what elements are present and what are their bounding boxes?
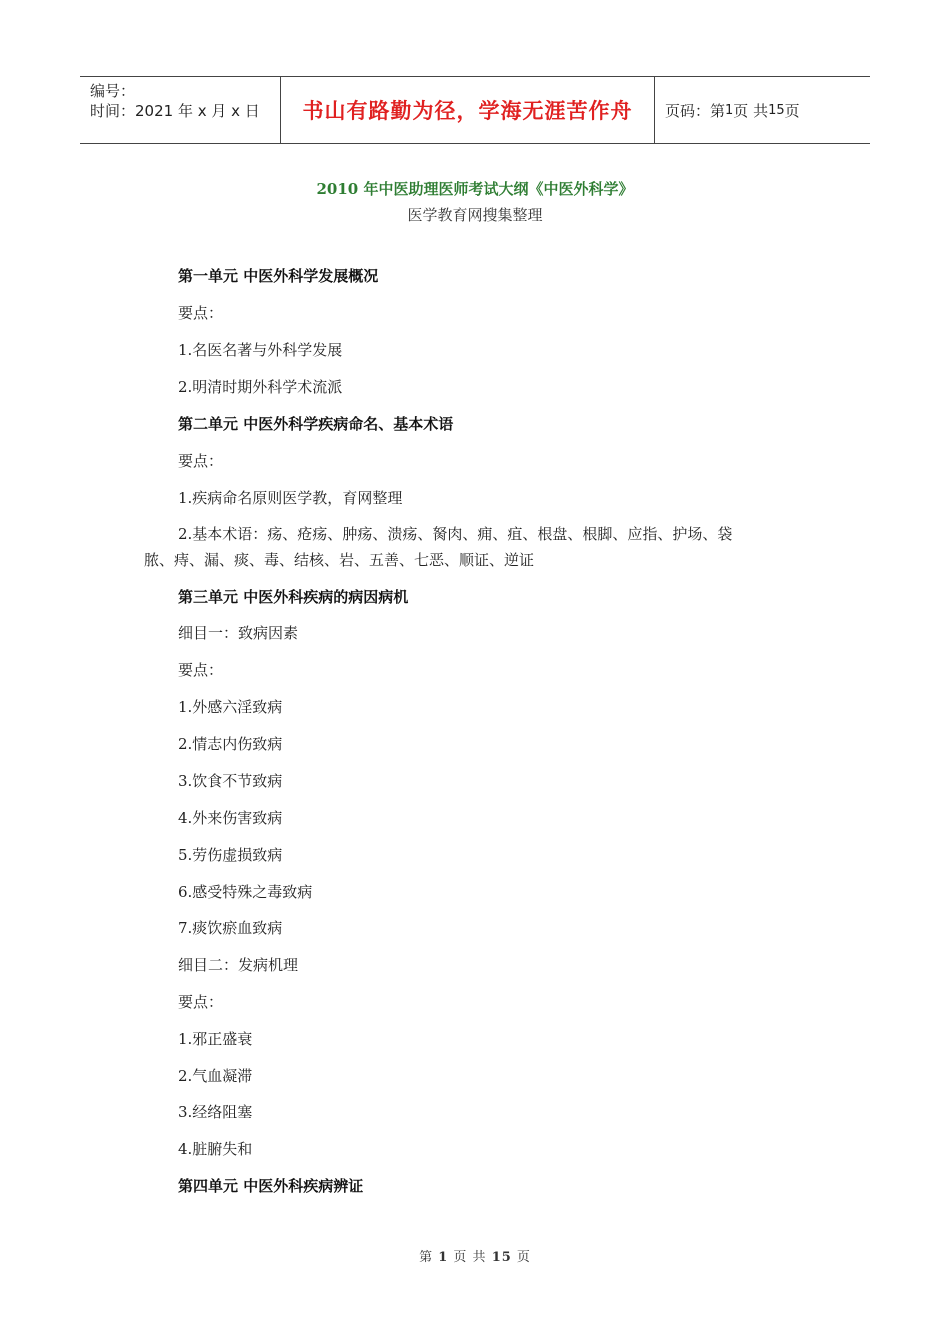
unit-4-heading: 第四单元 中医外科疾病辨证 xyxy=(178,1177,364,1195)
list-item: 2.情志内伤致病 xyxy=(178,735,283,753)
page-prefix: 页码：第 xyxy=(665,101,726,120)
document-title: 2010 年中医助理医师考试大纲《中医外科学》 xyxy=(316,180,634,198)
list-item: 3.饮食不节致病 xyxy=(178,772,283,790)
list-item: 7.痰饮瘀血致病 xyxy=(178,919,283,937)
list-item: 1.邪正盛衰 xyxy=(178,1030,253,1048)
motto-text: 书山有路勤为径，学海无涯苦作舟 xyxy=(302,99,633,123)
list-item: 3.经络阻塞 xyxy=(178,1103,253,1121)
list-item: 2.基本术语：疡、疮疡、肿疡、溃疡、胬肉、痈、疽、根盘、根脚、应指、护场、袋 xyxy=(178,525,733,543)
header-motto-cell xyxy=(281,77,655,143)
list-item: 4.外来伤害致病 xyxy=(178,809,283,827)
subsection-label: 细目二：发病机理 xyxy=(178,956,299,974)
unit-2-heading: 第二单元 中医外科学疾病命名、基本术语 xyxy=(178,415,454,433)
document-number-label: 编号： xyxy=(90,82,136,100)
subsection-label: 细目一：致病因素 xyxy=(178,624,299,642)
header-table xyxy=(80,76,870,144)
key-points-label: 要点： xyxy=(178,993,224,1011)
key-points-label: 要点： xyxy=(178,452,224,470)
footer-page-total: 15 xyxy=(491,1250,512,1265)
header-meta-cell xyxy=(80,77,281,143)
page-total: 15 xyxy=(768,102,785,118)
page-mid: 页 共 xyxy=(733,101,769,120)
footer-page-number: 1 xyxy=(438,1250,449,1265)
footer-prefix: 第 xyxy=(419,1250,434,1265)
list-item: 1.外感六淫致病 xyxy=(178,698,283,716)
key-points-label: 要点： xyxy=(178,661,224,679)
page-number: 1 xyxy=(725,102,734,118)
list-item: 2.明清时期外科学术流派 xyxy=(178,378,343,396)
unit-1-heading: 第一单元 中医外科学发展概况 xyxy=(178,267,379,285)
page-footer xyxy=(0,1246,950,1265)
document-subtitle: 医学教育网搜集整理 xyxy=(407,206,543,224)
list-item: 4.脏腑失和 xyxy=(178,1140,253,1158)
header-page-cell xyxy=(655,77,870,143)
list-item: 1.名医名著与外科学发展 xyxy=(178,341,343,359)
document-date-label: 时间：2021 年 x 月 x 日 xyxy=(90,102,260,120)
list-item-continuation: 脓、痔、漏、痰、毒、结核、岩、五善、七恶、顺证、逆证 xyxy=(144,551,535,569)
list-item: 5.劳伤虚损致病 xyxy=(178,846,283,864)
unit-3-heading: 第三单元 中医外科疾病的病因病机 xyxy=(178,588,409,606)
footer-suffix: 页 xyxy=(516,1250,531,1265)
list-item: 2.气血凝滞 xyxy=(178,1067,253,1085)
page-suffix: 页 xyxy=(784,101,800,120)
key-points-label: 要点： xyxy=(178,304,224,322)
footer-mid: 页 共 xyxy=(453,1250,487,1265)
list-item: 1.疾病命名原则医学教，育网整理 xyxy=(178,489,403,507)
list-item: 6.感受特殊之毒致病 xyxy=(178,883,313,901)
